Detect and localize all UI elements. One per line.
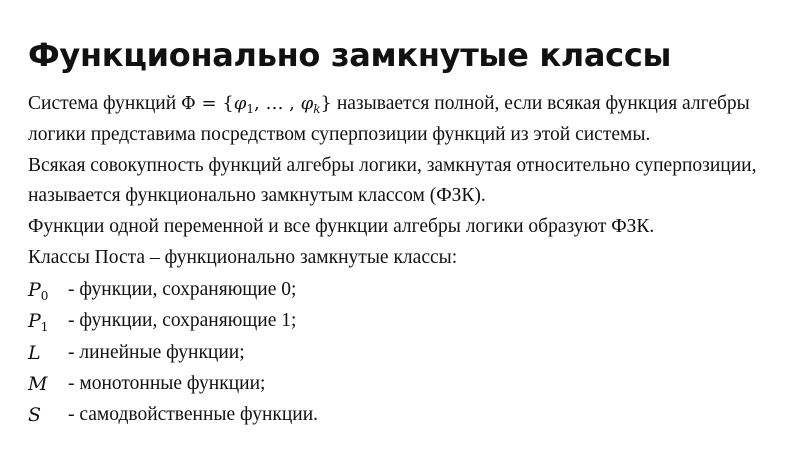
post-class-description: - функции, сохраняющие 0;	[68, 279, 297, 300]
post-class-symbol: M	[28, 373, 48, 395]
text: Система функций	[28, 93, 182, 114]
post-class-symbol: $P_0$	[28, 279, 49, 303]
post-class-description: - самодвойственные функции.	[68, 404, 319, 425]
paragraph-fzk-definition-line2: называется функционально замкнутым классом (ФЗК).	[28, 185, 486, 206]
text: называется полной, если всякая функция алгебры	[331, 93, 750, 114]
formula-mid: , … ,	[254, 93, 301, 114]
post-class-description: - функции, сохраняющие 1;	[68, 310, 297, 331]
formula-phi: Φ	[181, 93, 196, 114]
post-class-symbol: S	[28, 404, 42, 426]
paragraph-fzk-definition-line1: Всякая совокупность функций алгебры логики, замкнутая относительно суперпозиции,	[28, 155, 757, 176]
formula-phi1: φ	[233, 93, 247, 114]
post-class-symbol: $P_1$	[28, 310, 49, 334]
formula-phi-set	[181, 93, 332, 114]
formula-subk: k	[313, 102, 321, 116]
post-class-description: - монотонные функции;	[68, 373, 266, 394]
paragraph-complete-system-line2: логики представима посредством суперпозиции функций из этой системы.	[28, 124, 651, 145]
slide-title: Функционально замкнутые классы	[28, 36, 672, 74]
post-class-description: - линейные функции;	[68, 342, 245, 363]
formula-close: }	[320, 93, 332, 114]
formula-phik: φ	[300, 93, 314, 114]
post-class-symbol: L	[28, 342, 41, 364]
paragraph-fzk-examples: Функции одной переменной и все функции алгебры логики образуют ФЗК.	[28, 216, 655, 237]
paragraph-post-classes: Классы Поста – функционально замкнутые классы:	[28, 247, 458, 268]
paragraph-complete-system-line1	[28, 92, 750, 116]
formula-eq: = {	[195, 93, 234, 114]
formula-sub1: 1	[246, 102, 255, 116]
